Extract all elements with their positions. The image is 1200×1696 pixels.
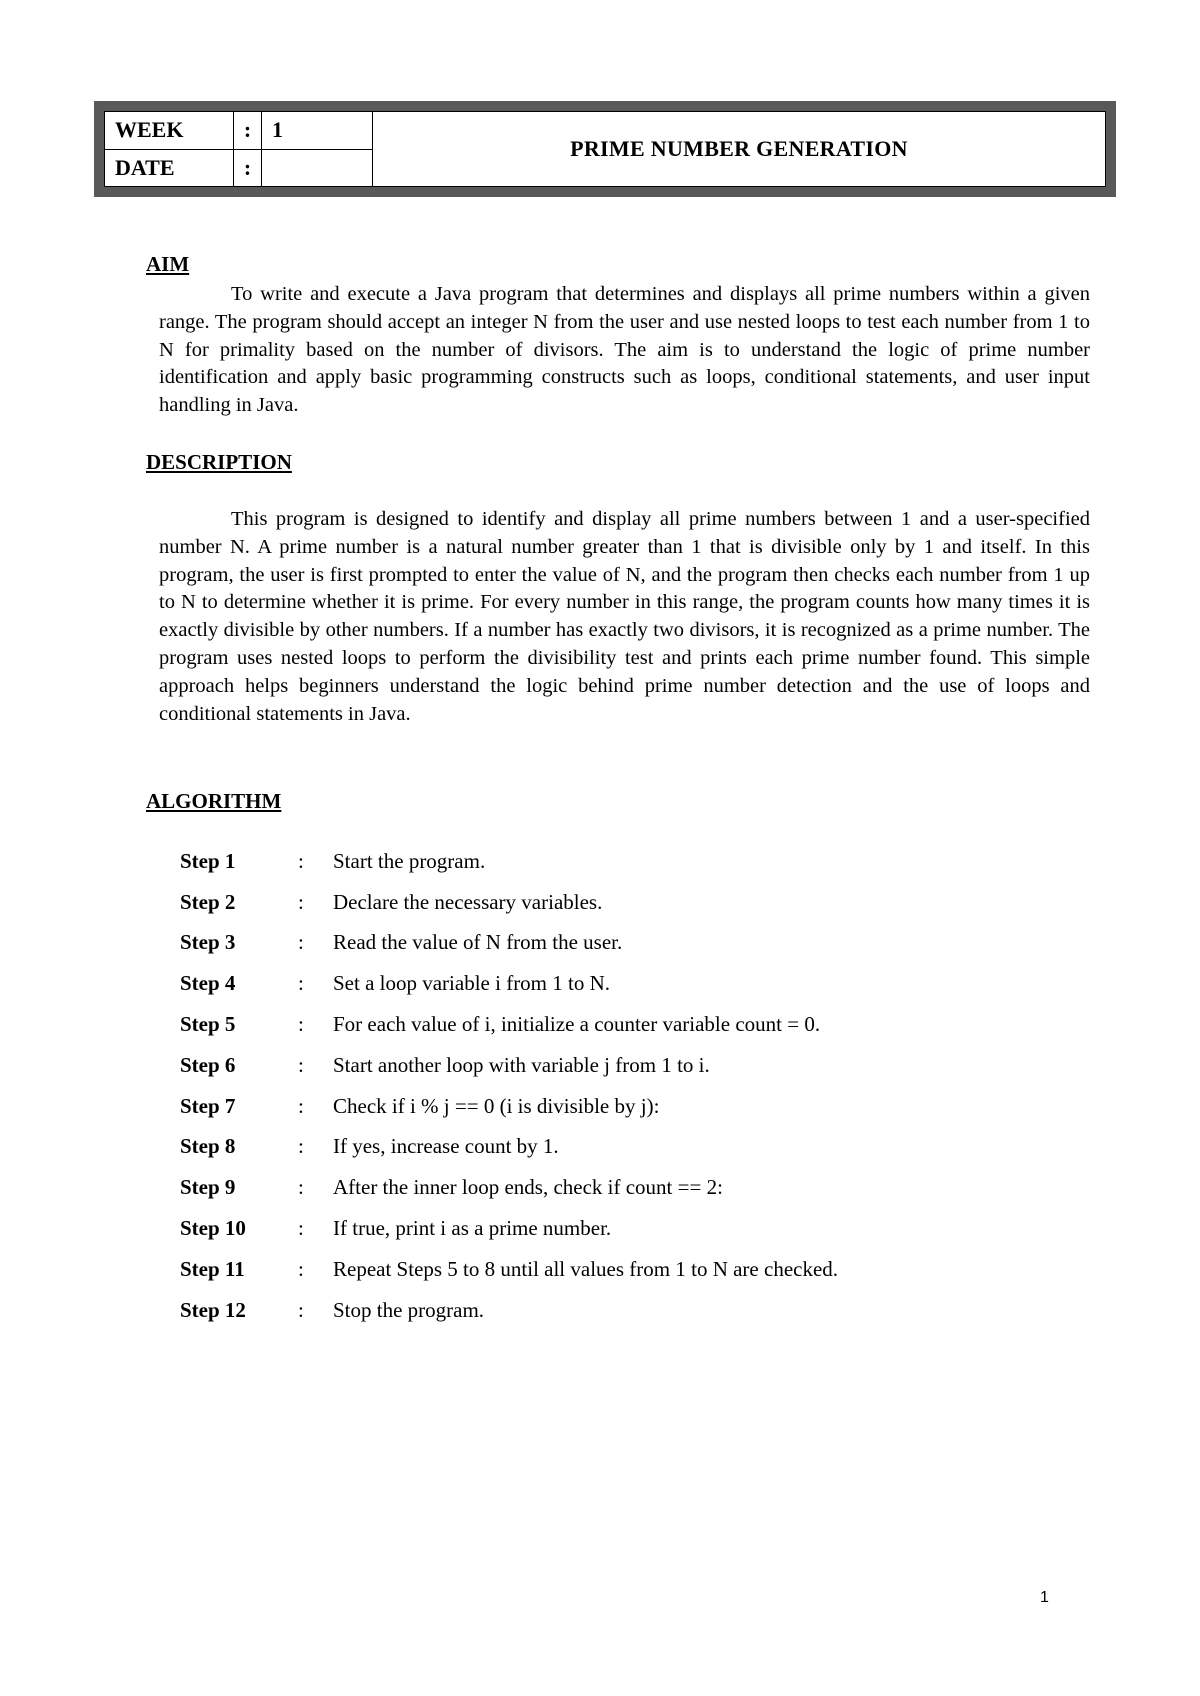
step-text: Set a loop variable i from 1 to N. (333, 971, 611, 996)
algorithm-step-1 (180, 841, 1060, 882)
week-label: WEEK (105, 112, 234, 150)
header-frame (94, 101, 1116, 197)
step-label: Step 8 (180, 1134, 236, 1159)
aim-heading: AIM (146, 252, 190, 276)
algorithm-step-8 (180, 1127, 1060, 1168)
algorithm-step-10 (180, 1208, 1060, 1249)
step-colon: : (298, 1052, 304, 1077)
page-title: PRIME NUMBER GENERATION (373, 112, 1106, 187)
page-number: 1 (1040, 1589, 1049, 1606)
algorithm-step-11 (180, 1249, 1060, 1290)
step-colon: : (298, 1093, 304, 1118)
step-text: After the inner loop ends, check if count == 2: (333, 1175, 723, 1200)
step-label: Step 3 (180, 930, 236, 955)
date-colon: : (234, 149, 262, 187)
step-label: Step 1 (180, 848, 236, 873)
step-text: If yes, increase count by 1. (333, 1134, 559, 1159)
step-colon: : (298, 1012, 304, 1037)
algorithm-heading: ALGORITHM (146, 789, 282, 813)
step-text: Check if i % j == 0 (i is divisible by j): (333, 1093, 660, 1118)
step-label: Step 12 (180, 1297, 246, 1322)
step-colon: : (298, 1216, 304, 1241)
step-label: Step 5 (180, 1012, 236, 1037)
step-colon: : (298, 1297, 304, 1322)
step-text: Read the value of N from the user. (333, 930, 623, 955)
week-value: 1 (262, 112, 373, 150)
header-table (104, 111, 1106, 187)
step-text: For each value of i, initialize a counter variable count = 0. (333, 1012, 821, 1037)
step-label: Step 7 (180, 1093, 236, 1118)
date-label: DATE (105, 149, 234, 187)
step-colon: : (298, 889, 304, 914)
step-text: Stop the program. (333, 1297, 485, 1322)
algorithm-step-5 (180, 1004, 1060, 1045)
algorithm-step-7 (180, 1086, 1060, 1127)
step-colon: : (298, 848, 304, 873)
step-text: Declare the necessary variables. (333, 889, 603, 914)
week-colon: : (234, 112, 262, 150)
step-label: Step 10 (180, 1216, 246, 1241)
step-label: Step 6 (180, 1052, 236, 1077)
aim-text: To write and execute a Java program that determines and displays all prime numbers within a given range. The program should accept an integer N from the user and use nested loops to test each number from 1 to N for primality based on the number of divisors. The aim is to understand the logic of prime number identification and apply basic programming constructs such as loops, conditional statements, and user input handling in Java. (159, 283, 1090, 417)
step-label: Step 2 (180, 889, 236, 914)
step-colon: : (298, 1175, 304, 1200)
step-text: If true, print i as a prime number. (333, 1216, 612, 1241)
step-colon: : (298, 1256, 304, 1281)
step-label: Step 9 (180, 1175, 236, 1200)
algorithm-step-3 (180, 923, 1060, 964)
date-value (262, 149, 373, 187)
algorithm-steps (180, 841, 1060, 1331)
step-text: Start another loop with variable j from 1 to i. (333, 1052, 710, 1077)
step-colon: : (298, 930, 304, 955)
algorithm-step-2 (180, 882, 1060, 923)
description-text: This program is designed to identify and display all prime numbers between 1 and a user-specified number N. A prime number is a natural number greater than 1 that is divisible only by 1 and itself. In this program, the user is first prompted to enter the value of N, and the program then checks each number from 1 up to N to determine whether it is prime. For every number in this range, the program counts how many times it is exactly divisible by other numbers. If a number has exactly two divisors, it is recognized as a prime number. The program uses nested loops to perform the divisibility test and prints each prime number found. This simple approach helps beginners understand the logic behind prime number detection and the use of loops and conditional statements in Java. (159, 508, 1090, 725)
step-text: Repeat Steps 5 to 8 until all values from 1 to N are checked. (333, 1256, 839, 1281)
step-text: Start the program. (333, 848, 486, 873)
step-label: Step 4 (180, 971, 236, 996)
step-colon: : (298, 971, 304, 996)
algorithm-step-4 (180, 963, 1060, 1004)
description-heading: DESCRIPTION (146, 450, 292, 474)
algorithm-step-9 (180, 1167, 1060, 1208)
algorithm-step-6 (180, 1045, 1060, 1086)
algorithm-step-12 (180, 1290, 1060, 1331)
step-colon: : (298, 1134, 304, 1159)
step-label: Step 11 (180, 1256, 245, 1281)
